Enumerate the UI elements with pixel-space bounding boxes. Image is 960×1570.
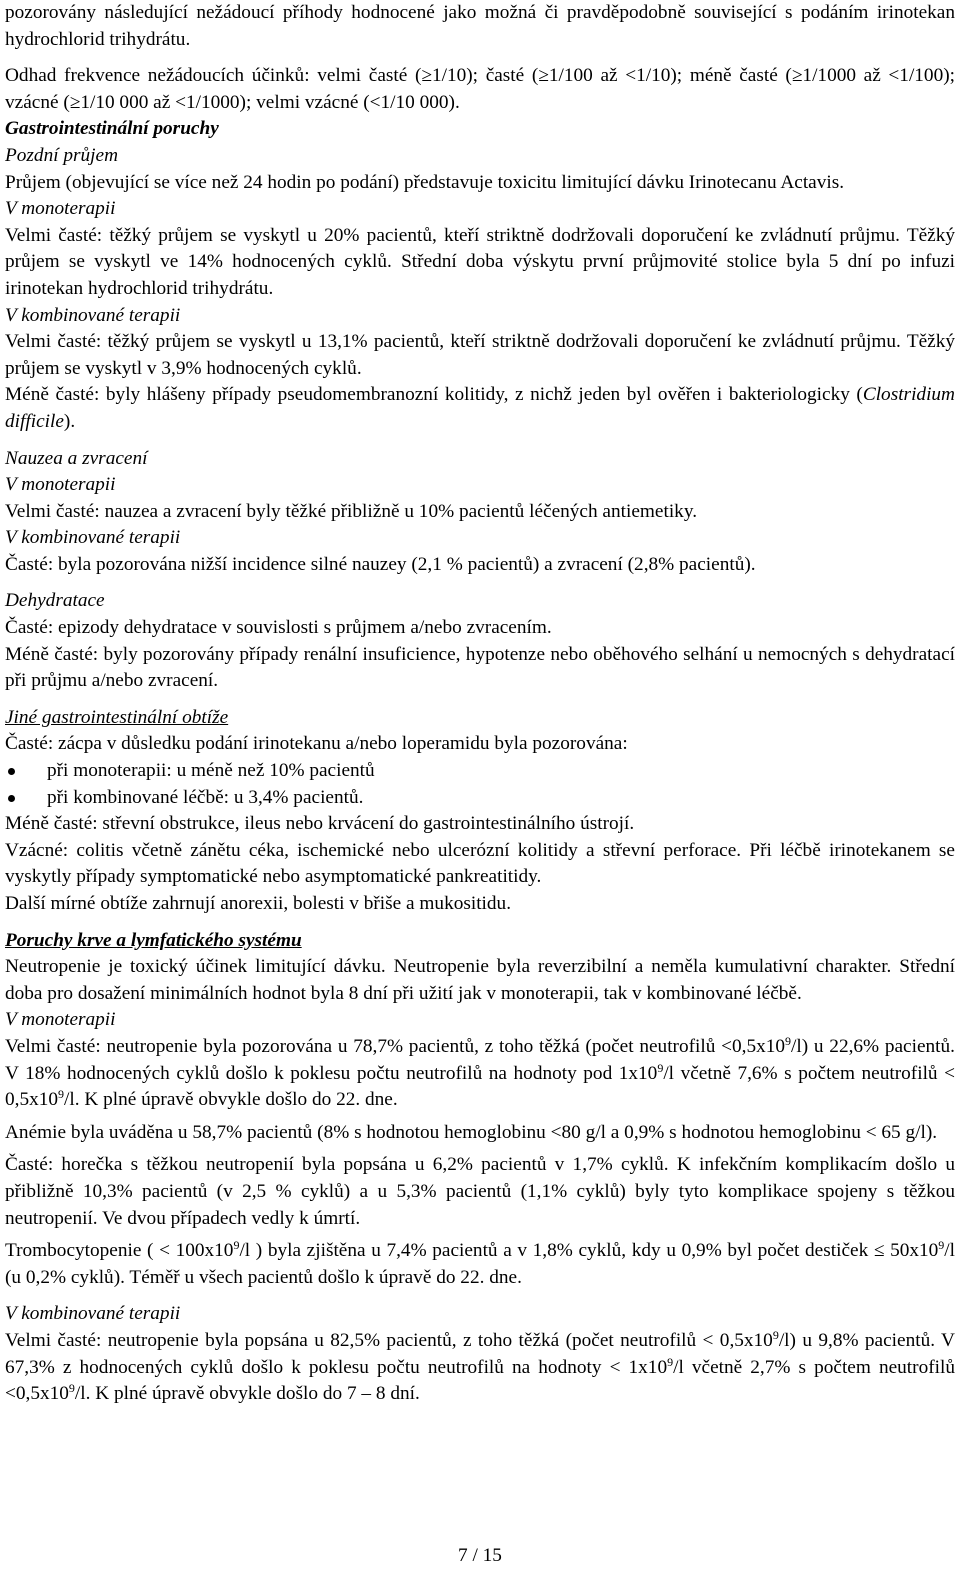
neutropenia-mono-paragraph: Velmi časté: neutropenie byla pozorována u 78,7% pacientů, z toho těžká (počet neutrofilů $<0,5x10^9/l$) u 22,6% pacientů. V 18% hodnocených cyklů došlo k poklesu počtu neutrofilů na hodnoty pod $1x10^9/l$ včetně 7,6% s počtem neutrofilů < $0,5x10^9/l$. K plné úpravě obvykle došlo do 22. dne. [5, 1033, 955, 1111]
list-item: při monoterapii: u méně než 10% pacientů [5, 758, 955, 785]
colitis-rare-paragraph: Vzácné: colitis včetně zánětu céka, ischemické nebo ulcerózní kolitidy a střevní perforace. Při léčbě irinotekanem se vyskytly případy symptomatické nebo asymptomatické pankreatitidy. [5, 839, 955, 888]
neutropenia-intro-paragraph: Neutropenie je toxický účinek limitující dávku. Neutropenie byla reverzibilní a neměla kumulativní charakter. Střední doba pro dosažení minimálních hodnot byla 8 dní při užití jak v monoterapii, tak v kombinované léčbě. [5, 956, 955, 1004]
subheading-other-gi: Jiné gastrointestinální obtíže [5, 706, 229, 728]
document-page [5, 0, 955, 1408]
intro-paragraph: pozorovány následující nežádoucí příhody hodnocené jako možná či pravděpodobně související s podáním irinotekan hydrochlorid trihydrátu. [5, 2, 955, 50]
nausea-mono-paragraph: Velmi časté: nauzea a zvracení byly těžké přibližně u 10% pacientů léčených antiemetiky. [5, 500, 698, 522]
subheading-combination-3: V kombinované terapii [5, 1303, 181, 1325]
obstruction-paragraph: Méně časté: střevní obstrukce, ileus nebo krvácení do gastrointestinálního ústrojí. [5, 813, 635, 835]
organism-name: Clostridium difficile [5, 384, 955, 432]
fever-paragraph: Časté: horečka s těžkou neutropenií byla popsána u 6,2% pacientů v 1,7% cyklů. K infekčním komplikacím došlo u přibližně 10,3% pacientů (v 2,5 % cyklů) a u 5,3% pacientů (1,1% cyklů) byly tyto komplikace spojeny s těžkou neutropenií. Ve dvou případech vedly k úmrtí. [5, 1154, 955, 1229]
section-heading-gastrointestinal: Gastrointestinální poruchy [5, 118, 219, 140]
late-diarrhea-paragraph: Průjem (objevující se více než 24 hodin po podání) představuje toxicitu limitující dávku Irinotecanu Actavis. [5, 171, 845, 193]
subheading-combination: V kombinované terapii [5, 304, 181, 326]
subheading-monotherapy: V monoterapii [5, 198, 116, 220]
constipation-paragraph: Časté: zácpa v důsledku podání irinotekanu a/nebo loperamidu byla pozorována: [5, 733, 628, 755]
neutropenia-comb-paragraph: Velmi časté: neutropenie byla popsána u 82,5% pacientů, z toho těžká (počet neutrofilů < $0,5x10^9/l$) u 9,8% pacientů. V 67,3% z hodnocených cyklů došlo k poklesu počtu neutrofilů na hodnoty < $1x10^9/l$ včetně 2,7% s počtem neutrofilů $<0,5x10^9/l$. K plné úpravě obvykle došlo do 7 – 8 dní. [5, 1327, 955, 1405]
frequency-paragraph: Odhad frekvence nežádoucích účinků: velmi časté (≥1/10); časté (≥1/100 až <1/10); méně časté (≥1/1000 až <1/100); vzácné (≥1/10 000 až <1/1000); velmi vzácné (<1/10 000). [5, 65, 955, 113]
subheading-monotherapy-2: V monoterapii [5, 474, 116, 496]
constipation-list [5, 758, 955, 811]
colitis-paragraph: Méně časté: byly hlášeny případy pseudomembranozní kolitidy, z nichž jeden byl ověřen i bakteriologicky (Clostridium difficile). [5, 384, 955, 432]
subheading-combination-2: V kombinované terapii [5, 527, 181, 549]
subheading-late-diarrhea: Pozdní průjem [5, 144, 119, 166]
list-item: při kombinované léčbě: u 3,4% pacientů. [5, 785, 955, 812]
thrombocytopenia-paragraph: Trombocytopenie ( < $100x10^9/l$ ) byla zjištěna u 7,4% pacientů a v 1,8% cyklů, kdy u 0,9% byl počet destiček ≤ $50x10^9/l$ (u 0,2% cyklů). Téměř u všech pacientů došlo k úpravě do 22. dne. [5, 1238, 955, 1288]
monotherapy-diarrhea-paragraph: Velmi časté: těžký průjem se vyskytl u 20% pacientů, kteří striktně dodržovali doporučení ke zvládnutí průjmu. Těžký průjem se vyskytl ve 14% hodnocených cyklů. Střední doba výskytu první průjmovité stolice byla 5 dní po infuzi irinotekan hydrochlorid trihydrátu. [5, 224, 955, 299]
nausea-comb-paragraph: Časté: byla pozorována nižší incidence silné nauzey (2,1 % pacientů) a zvracení (2,8% pacientů). [5, 553, 756, 575]
subheading-monotherapy-3: V monoterapii [5, 1009, 116, 1031]
page-number: 7 / 15 [458, 1545, 502, 1566]
mild-symptoms-paragraph: Další mírné obtíže zahrnují anorexii, bolesti v břiše a mukositidu. [5, 893, 512, 914]
dehydration-paragraph-1: Časté: epizody dehydratace v souvislosti s průjmem a/nebo zvracením. [5, 617, 552, 639]
anemia-paragraph: Anémie byla uváděna u 58,7% pacientů (8% s hodnotou hemoglobinu <80 g/l a 0,9% s hodnotou hemoglobinu < 65 g/l). [5, 1121, 938, 1143]
dehydration-paragraph-2: Méně časté: byly pozorovány případy renální insuficience, hypotenze nebo oběhového selhání u nemocných s dehydratací při průjmu a/nebo zvracení. [5, 643, 955, 692]
subheading-nausea: Nauzea a zvracení [5, 447, 148, 469]
section-heading-blood: Poruchy krve a lymfatického systému [5, 929, 302, 951]
subheading-dehydration: Dehydratace [5, 590, 105, 612]
combination-diarrhea-paragraph: Velmi časté: těžký průjem se vyskytl u 13,1% pacientů, kteří striktně dodržovali doporučení ke zvládnutí průjmu. Těžký průjem se vyskytl v 3,9% hodnocených cyklů. [5, 331, 955, 379]
